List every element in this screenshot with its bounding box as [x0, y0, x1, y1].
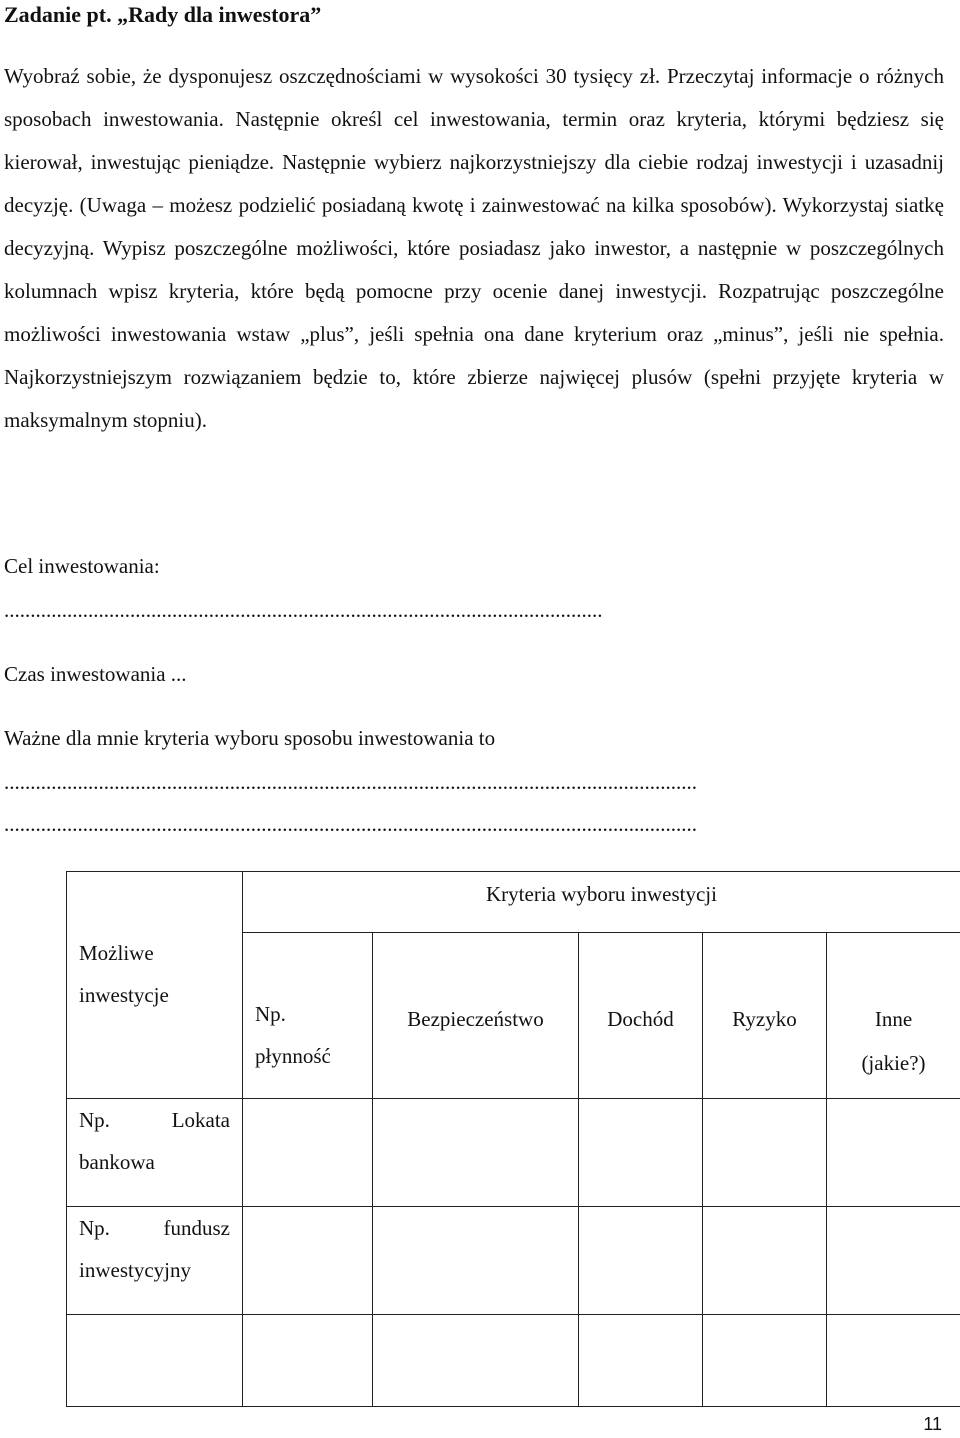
column-header-other: Inne (jakie?)	[827, 933, 960, 1099]
options-header-line-1: Możliwe	[79, 941, 154, 965]
grid-cell[interactable]	[243, 1099, 373, 1207]
grid-cell[interactable]	[579, 1207, 703, 1315]
table-row	[67, 1207, 960, 1315]
criteria-header-cell	[243, 872, 960, 933]
column-header-risk: Ryzyko	[703, 933, 827, 1099]
grid-cell[interactable]	[827, 1099, 960, 1207]
column-header-safety: Bezpieczeństwo	[373, 933, 579, 1099]
criteria-label: Ważne dla mnie kryteria wyboru sposobu inwestowania to	[4, 726, 496, 750]
grid-cell[interactable]	[827, 1315, 960, 1407]
grid-cell[interactable]	[373, 1099, 579, 1207]
grid-cell[interactable]	[373, 1207, 579, 1315]
task-instructions: Wyobraź sobie, że dysponujesz oszczędnościami w wysokości 30 tysięcy zł. Przeczytaj informacje o różnych sposobach inwestowania. Następnie określ cel inwestowania, termin oraz kryteria, którymi będziesz się kierował, inwestując pieniądze. Następnie wybierz najkorzystniejszy dla ciebie rodzaj inwestycji i uzasadnij decyzję. (Uwaga – możesz podzielić posiadaną kwotę i zainwestować na kilka sposobów). Wykorzystaj siatkę decyzyjną. Wypisz poszczególne możliwości, które posiadasz jako inwestor, a następnie w poszczególnych kolumnach wpisz kryteria, które będą pomocne przy ocenie danej inwestycji. Rozpatrując poszczególne możliwości inwestowania wstaw „plus”, jeśli spełnia ona dane kryterium oraz „minus”, jeśli nie spełnia. Najkorzystniejszym rozwiązaniem będzie to, które zbierze najwięcej plusów (spełni przyjęte kryteria w maksymalnym stopniu).	[4, 64, 944, 432]
grid-cell[interactable]	[579, 1099, 703, 1207]
decision-grid	[66, 871, 960, 1407]
row-label-investment-fund: Np. fundusz inwestycyjny	[67, 1207, 243, 1315]
row-label-bank-deposit: Np. Lokata bankowa	[67, 1099, 243, 1207]
term-label: Czas inwestowania ...	[4, 662, 187, 686]
grid-cell[interactable]	[579, 1315, 703, 1407]
task-title: Zadanie pt. „Rady dla inwestora”	[4, 2, 322, 27]
grid-cell[interactable]	[703, 1315, 827, 1407]
grid-cell[interactable]	[703, 1207, 827, 1315]
grid-cell[interactable]	[827, 1207, 960, 1315]
grid-cell[interactable]	[373, 1315, 579, 1407]
criteria-header: Kryteria wyboru inwestycji	[486, 882, 717, 906]
table-row	[67, 1315, 960, 1407]
grid-cell[interactable]	[243, 1207, 373, 1315]
grid-cell[interactable]	[243, 1315, 373, 1407]
grid-cell[interactable]	[67, 1315, 243, 1407]
criteria-answer-line-2[interactable]: ....................................................................................................................................	[4, 812, 697, 836]
page-number: 11	[923, 1414, 942, 1434]
table-row	[67, 1099, 960, 1207]
options-header-cell	[67, 872, 243, 1099]
options-header-line-2: inwestycje	[79, 983, 169, 1007]
criteria-answer-line-1[interactable]: ....................................................................................................................................	[4, 770, 697, 794]
goal-answer-line[interactable]: ..................................................................................................................	[4, 598, 603, 622]
column-header-liquidity: Np. płynność	[243, 933, 373, 1099]
grid-cell[interactable]	[703, 1099, 827, 1207]
goal-label: Cel inwestowania:	[4, 554, 160, 578]
column-header-income: Dochód	[579, 933, 703, 1099]
